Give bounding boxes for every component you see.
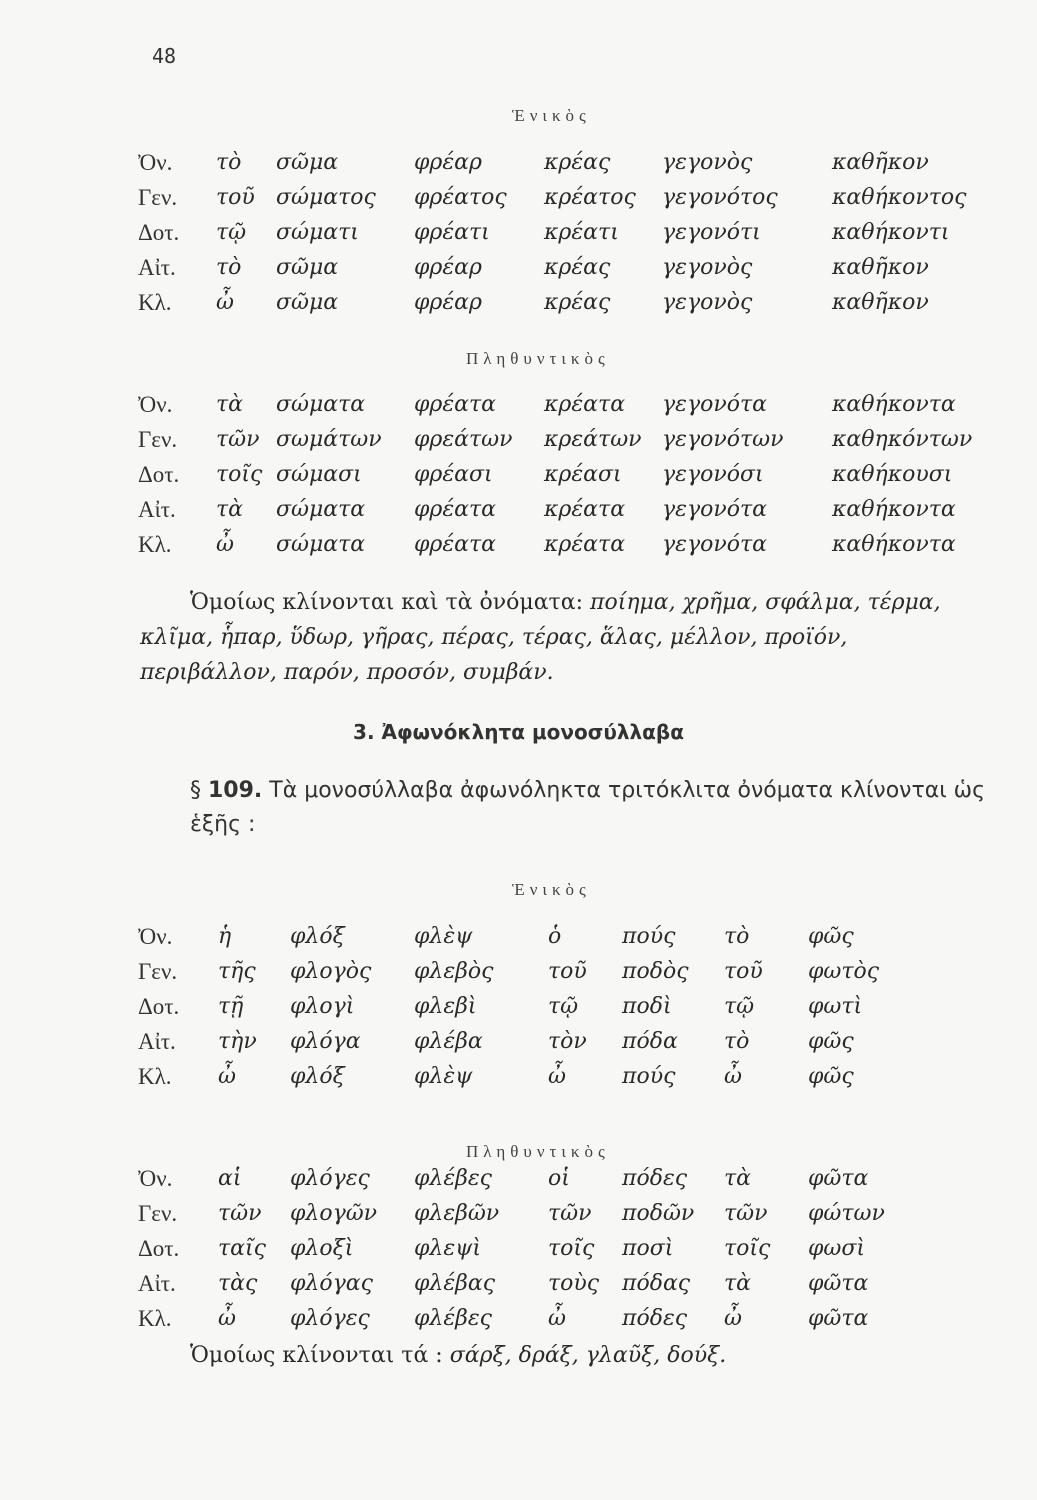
declension-form: ἡ	[218, 924, 232, 949]
declension-row	[0, 1306, 1037, 1342]
declension-form: τοῖς	[548, 1236, 595, 1261]
case-label: Ὀν.	[138, 1166, 173, 1191]
declension-form: σῶμα	[276, 290, 339, 315]
section-symbol: §	[190, 778, 201, 803]
declension-form: σώμασι	[276, 462, 362, 487]
case-label: Ὀν.	[138, 392, 173, 417]
case-label: Αἰτ.	[138, 497, 176, 522]
declension-form: φλέβα	[414, 1029, 483, 1054]
declension-form: ὦ	[218, 1064, 236, 1089]
declension-form: φρέατι	[414, 220, 490, 245]
declension-form: ὦ	[724, 1064, 742, 1089]
declension-form: τοῦ	[548, 959, 587, 984]
declension-form: τὸν	[548, 1029, 587, 1054]
declension-form: γεγονότων	[662, 427, 784, 452]
declension-form: φλεβὶ	[414, 994, 477, 1019]
declension-form: σῶμα	[276, 255, 339, 280]
declension-form: φλεβὸς	[414, 959, 494, 984]
declension-form: φρέαρ	[414, 255, 482, 280]
declension-form: φωτὸς	[808, 959, 880, 984]
declension-form: καθῆκον	[832, 150, 929, 175]
declension-form: κρέατα	[544, 392, 626, 417]
case-label: Κλ.	[138, 1064, 172, 1089]
declension-form: φῶτα	[808, 1271, 869, 1296]
declension-form: φλογὶ	[290, 994, 355, 1019]
case-label: Αἰτ.	[138, 1271, 176, 1296]
declension-form: καθήκοντα	[832, 532, 956, 557]
declension-form: φλόγες	[290, 1306, 370, 1331]
case-label: Δοτ.	[138, 220, 180, 245]
declension-form: αἱ	[218, 1166, 242, 1191]
declension-row	[0, 255, 1037, 291]
declension-form: φλογῶν	[290, 1201, 378, 1226]
declension-form: φλογὸς	[290, 959, 372, 984]
declension-form: φλέβες	[414, 1306, 492, 1331]
declension-form: καθήκουσι	[832, 462, 953, 487]
declension-form: καθῆκον	[832, 290, 929, 315]
case-label: Ὀν.	[138, 924, 173, 949]
declension-form: φρέαρ	[414, 290, 482, 315]
table1-plural-heading: Πληθυντικὸς	[466, 349, 610, 368]
declension-form: τὸ	[724, 924, 750, 949]
case-label: Ὀν.	[138, 150, 173, 175]
declension-form: πόδες	[622, 1306, 688, 1331]
declension-form: γεγονὸς	[662, 150, 753, 175]
declension-form: τῆς	[218, 959, 256, 984]
case-label: Γεν.	[138, 1201, 178, 1226]
declension-form: φῶτα	[808, 1166, 869, 1191]
section-text: Τὰ μονοσύλλαβα ἀφωνόληκτα τριτόκλιτα ὀνόματα κλίνονται ὡς ἑξῆς :	[190, 778, 985, 837]
declension-form: τὰ	[216, 392, 244, 417]
declension-form: φλεψὶ	[414, 1236, 482, 1261]
declension-form: φλόξ	[290, 1064, 345, 1089]
case-label: Γεν.	[138, 185, 178, 210]
declension-form: τὴν	[218, 1029, 257, 1054]
declension-form: καθήκοντος	[832, 185, 967, 210]
declension-form: φῶτα	[808, 1306, 869, 1331]
declension-form: καθήκοντα	[832, 392, 956, 417]
footer-word-list: σάρξ, δράξ, γλαῦξ, δούξ.	[449, 1343, 727, 1368]
declension-form: ὦ	[548, 1064, 566, 1089]
declension-row	[0, 1029, 1037, 1065]
declension-row	[0, 497, 1037, 533]
declension-form: κρέατα	[544, 497, 626, 522]
declension-form: φρέατα	[414, 532, 497, 557]
section-number: 109.	[208, 778, 263, 803]
declension-form: κρέας	[544, 255, 611, 280]
declension-form: φώτων	[808, 1201, 885, 1226]
declension-form: ὦ	[548, 1306, 566, 1331]
declension-form: φρεάτων	[414, 427, 513, 452]
declension-form: γεγονότα	[662, 392, 767, 417]
declension-form: γεγονόσι	[662, 462, 764, 487]
declension-form: τῶν	[218, 1201, 262, 1226]
declension-form: φλέβας	[414, 1271, 496, 1296]
declension-form: τῶν	[724, 1201, 768, 1226]
declension-form: φῶς	[808, 1029, 854, 1054]
paragraph-lead: Ὁμοίως κλίνονται καὶ τὰ ὀνόματα:	[190, 590, 583, 615]
declension-form: ὦ	[216, 532, 234, 557]
declension-form: φλόγες	[290, 1166, 370, 1191]
case-label: Γεν.	[138, 427, 178, 452]
case-label: Δοτ.	[138, 462, 180, 487]
declension-form: γεγονὸς	[662, 290, 753, 315]
declension-row	[0, 994, 1037, 1030]
declension-form: πόδας	[622, 1271, 691, 1296]
declension-form: ποδὸς	[622, 959, 689, 984]
declension-form: γεγονότα	[662, 532, 767, 557]
declension-row	[0, 1166, 1037, 1202]
declension-form: ὁ	[548, 924, 562, 949]
declension-row	[0, 1236, 1037, 1272]
declension-form: σωμάτων	[276, 427, 382, 452]
declension-form: κρέας	[544, 150, 611, 175]
declension-form: σώματα	[276, 497, 366, 522]
case-label: Αἰτ.	[138, 1029, 176, 1054]
case-label: Αἰτ.	[138, 255, 176, 280]
declension-form: καθήκοντι	[832, 220, 950, 245]
declension-form: φλεβῶν	[414, 1201, 500, 1226]
declension-form: τὰς	[218, 1271, 258, 1296]
table2-singular-heading: Ἑνικὸς	[512, 880, 591, 899]
declension-row	[0, 924, 1037, 960]
case-label: Κλ.	[138, 290, 172, 315]
declension-form: καθηκόντων	[832, 427, 973, 452]
declension-row	[0, 1201, 1037, 1237]
declension-form: τῷ	[216, 220, 247, 245]
declension-form: σώματος	[276, 185, 376, 210]
declension-form: καθῆκον	[832, 255, 929, 280]
declension-form: φλόγας	[290, 1271, 373, 1296]
declension-form: ὦ	[724, 1306, 742, 1331]
declension-form: φρέαρ	[414, 150, 482, 175]
declension-form: φλέβες	[414, 1166, 492, 1191]
footer-lead: Ὁμοίως κλίνονται τά :	[190, 1343, 443, 1368]
declension-row	[0, 959, 1037, 995]
declension-form: τῇ	[218, 994, 244, 1019]
declension-row	[0, 1271, 1037, 1307]
declension-form: οἱ	[548, 1166, 570, 1191]
declension-form: κρέας	[544, 290, 611, 315]
declension-form: πούς	[622, 924, 676, 949]
case-label: Δοτ.	[138, 994, 180, 1019]
case-label: Κλ.	[138, 532, 172, 557]
section-109	[190, 774, 990, 842]
declension-form: τοῦ	[724, 959, 763, 984]
declension-form: κρέατι	[544, 220, 619, 245]
footer-note	[190, 1343, 990, 1368]
declension-form: φῶς	[808, 1064, 854, 1089]
declension-form: πούς	[622, 1064, 676, 1089]
declension-form: ποδῶν	[622, 1201, 695, 1226]
declension-form: φλόξ	[290, 924, 345, 949]
declension-form: τὸ	[216, 150, 242, 175]
declension-row	[0, 220, 1037, 256]
declension-form: γεγονότι	[662, 220, 761, 245]
declension-form: τὰ	[216, 497, 244, 522]
declension-form: ταῖς	[218, 1236, 266, 1261]
declension-form: φωσὶ	[808, 1236, 865, 1261]
declension-row	[0, 185, 1037, 221]
declension-form: τοῖς	[724, 1236, 771, 1261]
declension-row	[0, 290, 1037, 326]
declension-form: τοὺς	[548, 1271, 600, 1296]
case-label: Δοτ.	[138, 1236, 180, 1261]
declension-form: γεγονότος	[662, 185, 778, 210]
declension-row	[0, 532, 1037, 568]
declension-form: τὰ	[724, 1166, 752, 1191]
declension-row	[0, 1064, 1037, 1100]
declension-form: πόδα	[622, 1029, 678, 1054]
declension-form: φρέασι	[414, 462, 493, 487]
declension-form: τὸ	[216, 255, 242, 280]
declension-form: φλοξὶ	[290, 1236, 354, 1261]
paragraph-word-list: ποίημα, χρῆμα, σφάλμα, τέρμα, κλῖμα, ἧπαρ, ὕδωρ, γῆρας, πέρας, τέρας, ἅλας, μέλλον, προϊόν, περιβάλλον, παρόν, προσόν, συμβάν.	[140, 590, 941, 685]
declension-form: φρέατα	[414, 392, 497, 417]
declension-form: γεγονότα	[662, 497, 767, 522]
declension-form: σῶμα	[276, 150, 339, 175]
declension-form: κρέασι	[544, 462, 622, 487]
declension-form: ὦ	[216, 290, 234, 315]
declension-row	[0, 150, 1037, 186]
declension-form: ὦ	[218, 1306, 236, 1331]
declension-row	[0, 462, 1037, 498]
declension-form: τῶν	[548, 1201, 592, 1226]
declension-form: φῶς	[808, 924, 854, 949]
declension-form: ποσὶ	[622, 1236, 674, 1261]
declension-form: καθήκοντα	[832, 497, 956, 522]
case-label: Γεν.	[138, 959, 178, 984]
declension-form: τὸ	[724, 1029, 750, 1054]
declension-form: σώματι	[276, 220, 359, 245]
declension-form: τὰ	[724, 1271, 752, 1296]
declension-form: κρεάτων	[544, 427, 642, 452]
declension-form: σώματα	[276, 532, 366, 557]
declension-form: πόδες	[622, 1166, 688, 1191]
declension-form: γεγονὸς	[662, 255, 753, 280]
declension-form: σώματα	[276, 392, 366, 417]
declension-form: κρέατα	[544, 532, 626, 557]
declension-form: τῷ	[548, 994, 579, 1019]
declension-form: φλὲψ	[414, 1064, 473, 1089]
table2-plural-heading: Πληθυντικὸς	[466, 1142, 610, 1161]
declension-row	[0, 427, 1037, 463]
declension-form: φλὲψ	[414, 924, 473, 949]
declension-form: φρέατος	[414, 185, 507, 210]
declension-form: ποδὶ	[622, 994, 672, 1019]
declension-form: τῶν	[216, 427, 260, 452]
declension-row	[0, 392, 1037, 428]
declension-form: φλόγα	[290, 1029, 361, 1054]
subsection-title: 3. Ἀφωνόκλητα μονοσύλλαβα	[353, 720, 684, 744]
declension-form: κρέατος	[544, 185, 636, 210]
page-number: 48	[152, 44, 177, 68]
case-label: Κλ.	[138, 1306, 172, 1331]
declension-note-paragraph	[140, 585, 990, 690]
table1-singular-heading: Ἑνικὸς	[512, 106, 591, 125]
declension-form: φρέατα	[414, 497, 497, 522]
declension-form: φωτὶ	[808, 994, 863, 1019]
declension-form: τῷ	[724, 994, 755, 1019]
declension-form: τοῦ	[216, 185, 255, 210]
declension-form: τοῖς	[216, 462, 263, 487]
